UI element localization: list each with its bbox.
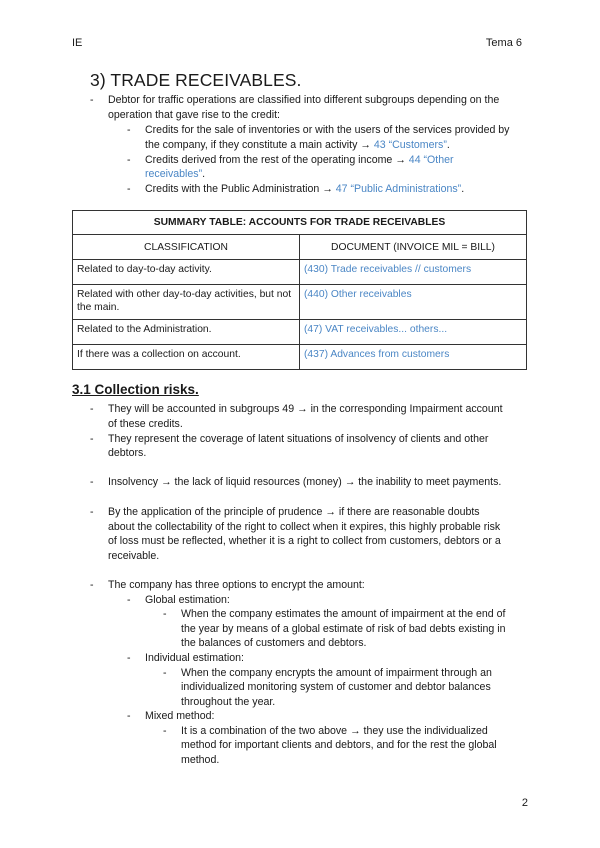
bullet-dash: - <box>163 608 167 620</box>
mixed-line-3: method. <box>181 754 220 766</box>
table-row <box>73 260 527 285</box>
classification-cell: Related with other day-to-day activities, but not the main. <box>73 285 300 320</box>
period: . <box>446 139 450 151</box>
header-topic: Tema 6 <box>485 37 522 49</box>
p1-line-1: They will be accounted in subgroups 49 → in the corresponding Impairment account <box>108 403 503 415</box>
document-cell: (430) Trade receivables // customers <box>300 260 527 285</box>
column-header-classification: CLASSIFICATION <box>73 235 300 260</box>
individual-line-2: individualized monitoring system of customer and debtor balances <box>181 681 491 693</box>
p4-line-3: of loss must be reflected, whether it is a right to collect from customers, debtors or a <box>108 535 501 547</box>
bullet-dash: - <box>163 667 167 679</box>
other-receivables-line-2 <box>145 167 205 181</box>
classification-cell: If there was a collection on account. <box>73 345 300 370</box>
other-receivables-link-cont[interactable]: receivables” <box>145 168 203 180</box>
bullet-dash: - <box>127 154 131 166</box>
individual-line-3: throughout the year. <box>181 696 276 708</box>
page-number: 2 <box>521 797 528 809</box>
bullet-dash: - <box>90 94 94 106</box>
classification-cell: Related to day-to-day activity. <box>73 260 300 285</box>
individual-line-1: When the company encrypts the amount of impairment through an <box>181 667 492 679</box>
column-header-document: DOCUMENT (INVOICE MIL = BILL) <box>300 235 527 260</box>
p4-line-1: By the application of the principle of prudence → if there are reasonable doubts <box>108 506 480 518</box>
bullet-dash: - <box>163 725 167 737</box>
bullet-dash: - <box>90 403 94 415</box>
mixed-line-1: It is a combination of the two above → they use the individualized <box>181 725 488 737</box>
period: . <box>461 183 465 195</box>
bullet-dash: - <box>90 476 94 488</box>
document-cell: (437) Advances from customers <box>300 345 527 370</box>
period: . <box>202 168 206 180</box>
other-receivables-link[interactable]: 44 “Other <box>405 154 454 166</box>
public-admin-line <box>145 182 464 196</box>
customers-line-1: Credits for the sale of inventories or with the users of the services provided by <box>145 124 510 136</box>
document-cell: (440) Other receivables <box>300 285 527 320</box>
global-line-1: When the company estimates the amount of impairment at the end of <box>181 608 506 620</box>
public-admin-text: Credits with the Public Administration → <box>145 183 333 195</box>
table-row <box>73 285 527 320</box>
p3-line: Insolvency → the lack of liquid resources (money) → the inability to meet payments. <box>108 476 502 488</box>
p4-line-2: about the collectability of the right to collect when it expires, this highly probable risk <box>108 521 501 533</box>
classification-cell: Related to the Administration. <box>73 320 300 345</box>
bullet-dash: - <box>90 433 94 445</box>
p5-line: The company has three options to encrypt the amount: <box>108 579 365 591</box>
section-title: 3) TRADE RECEIVABLES. <box>90 70 302 90</box>
global-line-2: the year by means of a global estimate of risk of bad debts existing in <box>181 623 506 635</box>
intro-line-1: Debtor for traffic operations are classified into different subgroups depending on the <box>108 94 500 106</box>
public-admin-link[interactable]: 47 “Public Administrations” <box>332 183 462 195</box>
option-global: Global estimation: <box>145 594 230 606</box>
mixed-line-2: method for important clients and debtors, and for the rest the global <box>181 739 497 751</box>
customers-text: the company, if they constitute a main activity → <box>145 139 371 151</box>
p1-line-2: of these credits. <box>108 418 183 430</box>
global-line-3: the balances of customers and debtors. <box>181 637 367 649</box>
p2-line-2: debtors. <box>108 447 147 459</box>
bullet-dash: - <box>127 652 131 664</box>
bullet-dash: - <box>127 710 131 722</box>
customers-line-2 <box>145 138 450 152</box>
table-row <box>73 320 527 345</box>
bullet-dash: - <box>90 579 94 591</box>
bullet-dash: - <box>90 506 94 518</box>
table-row <box>73 345 527 370</box>
subsection-title: 3.1 Collection risks. <box>72 382 199 397</box>
intro-line-2: operation that gave rise to the credit: <box>108 109 280 121</box>
table-title: SUMMARY TABLE: ACCOUNTS FOR TRADE RECEIVABLES <box>73 211 527 235</box>
document-cell: (47) VAT receivables... others... <box>300 320 527 345</box>
bullet-dash: - <box>127 183 131 195</box>
option-mixed: Mixed method: <box>145 710 215 722</box>
other-receivables-text: Credits derived from the rest of the operating income → <box>145 154 406 166</box>
other-receivables-line-1 <box>145 153 454 167</box>
header-subject: IE <box>72 37 83 49</box>
bullet-dash: - <box>127 124 131 136</box>
option-individual: Individual estimation: <box>145 652 244 664</box>
bullet-dash: - <box>127 594 131 606</box>
p2-line-1: They represent the coverage of latent situations of insolvency of clients and other <box>108 433 489 445</box>
p4-line-4: receivable. <box>108 550 160 562</box>
summary-table <box>72 210 527 370</box>
customers-account-link[interactable]: 43 “Customers” <box>370 139 447 151</box>
